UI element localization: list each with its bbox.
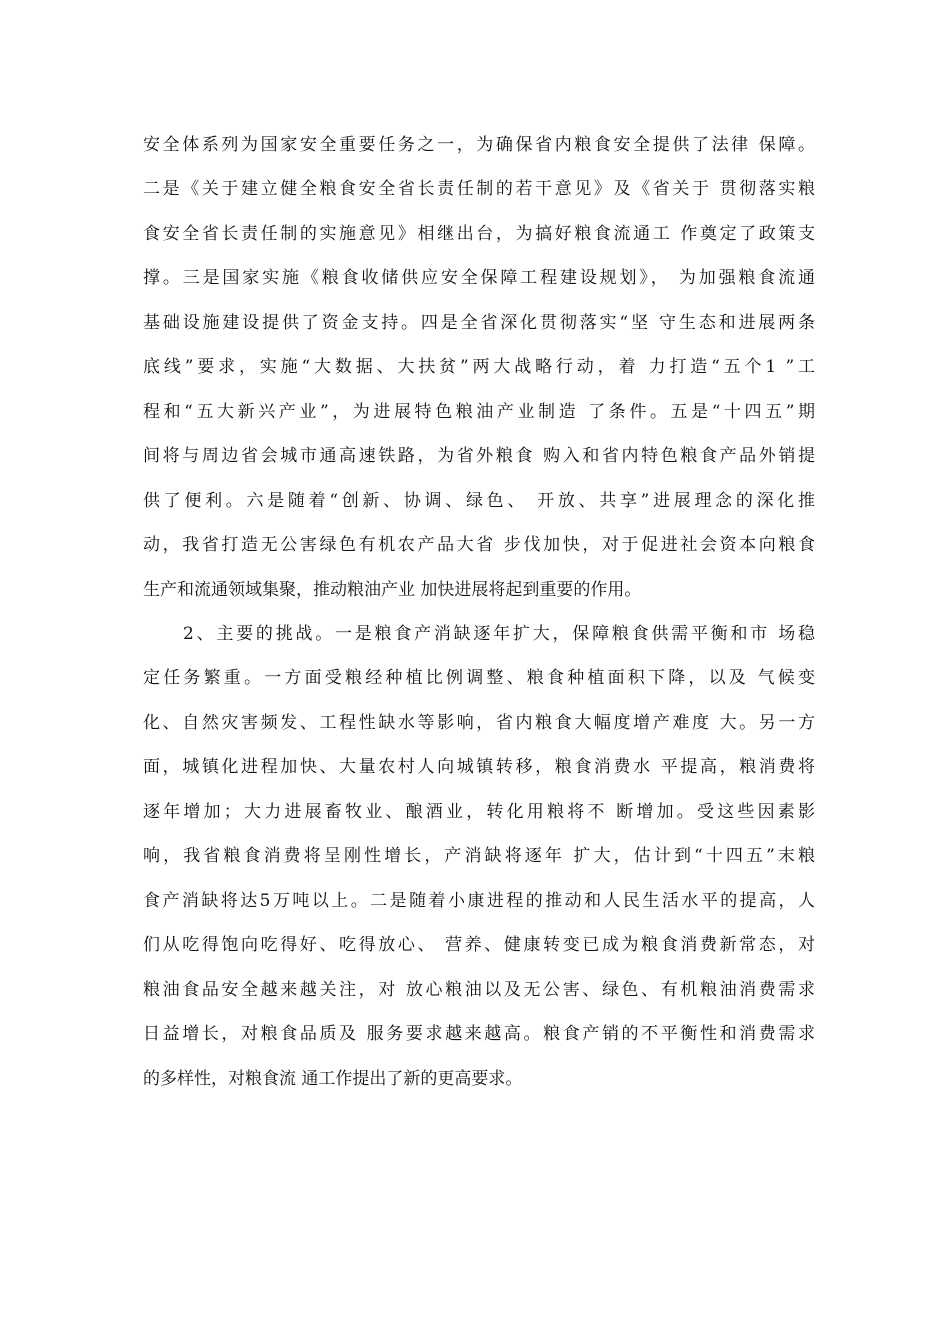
paragraph-2-line: 的多样性，对粮食流 通工作提出了新的更高要求。: [143, 1069, 523, 1089]
paragraph-2-line: 逐年增加；大力进展畜牧业、酿酒业，转化用粮将不 断增加。受这些因素影: [143, 802, 815, 822]
paragraph-1-line: 底线”要求，实施“大数据、大扶贫”两大战略行动，着 力打造“五个1 ”工: [143, 357, 815, 377]
paragraph-1-line: 安全体系列为国家安全重要任务之一，为确保省内粮食安全提供了法律 保障。: [143, 135, 815, 155]
paragraph-2-line: 粮油食品安全越来越关注，对 放心粮油以及无公害、绿色、有机粮油消费需求: [143, 980, 815, 1000]
paragraph-1-line: 程和“五大新兴产业”，为进展特色粮油产业制造 了条件。五是“十四五”期: [143, 402, 815, 422]
paragraph-2-line: 面，城镇化进程加快、大量农村人向城镇转移，粮食消费水 平提高，粮消费将: [143, 757, 815, 777]
paragraph-2-line: 定任务繁重。一方面受粮经种植比例调整、粮食种植面积下降，以及 气候变: [143, 668, 815, 688]
paragraph-2-line: 日益增长，对粮食品质及 服务要求越来越高。粮食产销的不平衡性和消费需求: [143, 1024, 815, 1044]
paragraph-2-line: 化、自然灾害频发、工程性缺水等影响，省内粮食大幅度增产难度 大。另一方: [143, 713, 815, 733]
paragraph-1-line: 二是《关于建立健全粮食安全省长责任制的若干意见》及《省关于 贯彻落实粮: [143, 179, 815, 199]
paragraph-2-line: 2、主要的挑战。一是粮食产消缺逐年扩大，保障粮食供需平衡和市 场稳: [183, 624, 815, 644]
paragraph-1-line: 撑。三是国家实施《粮食收储供应安全保障工程建设规划》， 为加强粮食流通: [143, 268, 815, 288]
paragraph-2-line: 响，我省粮食消费将呈刚性增长，产消缺将逐年 扩大，估计到“十四五”末粮: [143, 846, 815, 866]
paragraph-1-line: 食安全省长责任制的实施意见》相继出台，为搞好粮食流通工 作奠定了政策支: [143, 224, 815, 244]
paragraph-2-line: 们从吃得饱向吃得好、吃得放心、 营养、健康转变已成为粮食消费新常态，对: [143, 935, 815, 955]
paragraph-1-line: 供了便利。六是随着“创新、协调、绿色、 开放、共享”进展理念的深化推: [143, 491, 815, 511]
paragraph-1-line: 动，我省打造无公害绿色有机农产品大省 步伐加快，对于促进社会资本向粮食: [143, 535, 815, 555]
paragraph-1-line: 生产和流通领域集聚，推动粮油产业 加快进展将起到重要的作用。: [143, 580, 642, 600]
paragraph-2-line: 食产消缺将达5万吨以上。二是随着小康进程的推动和人民生活水平的提高，人: [143, 891, 815, 911]
paragraph-1-line: 间将与周边省会城市通高速铁路，为省外粮食 购入和省内特色粮食产品外销提: [143, 446, 815, 466]
paragraph-1-line: 基础设施建设提供了资金支持。四是全省深化贯彻落实“坚 守生态和进展两条: [143, 313, 815, 333]
